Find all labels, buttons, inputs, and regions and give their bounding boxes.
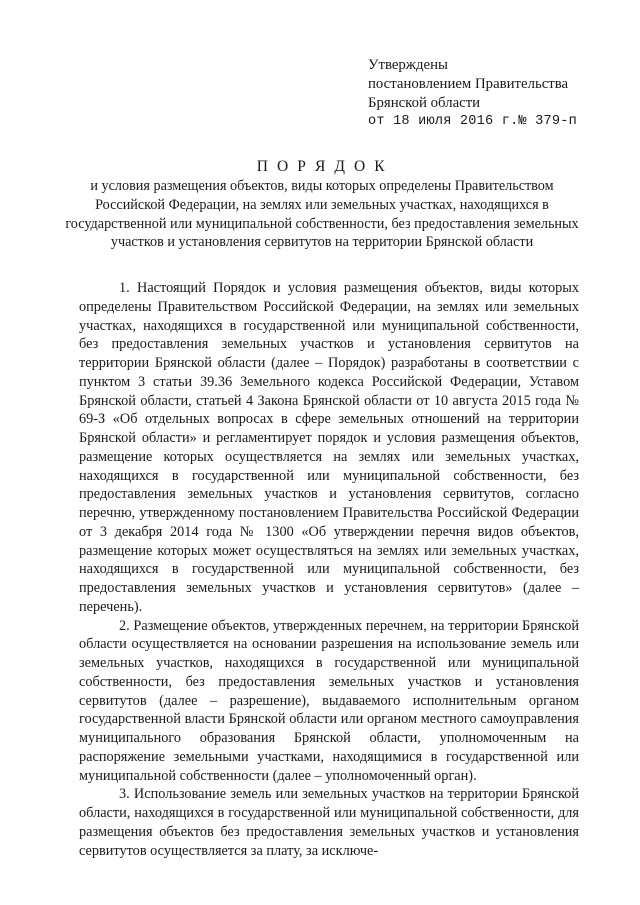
approval-line-resolution: постановлением Правительства (368, 75, 569, 92)
paragraph-3: 3. Использование земель или земельных участков на территории Брянской области, находящихся в государственной или муниципальной собственности, для размещения объектов без предоставления земельных участков и установления сервитутов осуществляется за плату, за исключе- (79, 786, 579, 859)
document-subtitle: и условия размещения объектов, виды которых определены Правительством Российской Федерации, на землях или земельных участках, находящихся в государственной или муниципальной собственности, без предоставления земельных участков и установления сервитутов на территории Брянской области (65, 178, 579, 251)
paragraph-2: 2. Размещение объектов, утвержденных перечнем, на территории Брянской области осуществляется на основании разрешения на использование земель или земельных участков, находящихся в государственной или муниципальной собственности, без предоставления земельных участков и установления сервитутов (далее – разрешение), выдаваемого исполнительным органом государственной власти Брянской области или органом местного самоуправления муниципального образования Брянской области, уполномоченным на распоряжение земельными участками, находящимися в государственной или муниципальной собственности (далее – уполномоченный орган). (79, 617, 579, 784)
paragraph-1: 1. Настоящий Порядок и условия размещения объектов, виды которых определены Правительством Российской Федерации, на землях или земельных участках, находящихся в государственной или муниципальной собственности, без предоставления земельных участков и установления сервитутов на территории Брянской области (далее – Порядок) разработаны в соответствии с пунктом 3 статьи 39.36 Земельного кодекса Российской Федерации, Уставом Брянской области, статьей 4 Закона Брянской области от 10 августа 2015 года № 69-З «Об отдельных вопросах в сфере земельных отношений на территории Брянской области» и регламентирует порядок и условия размещения объектов, размещение которых осуществляется на землях или земельных участках, находящихся в государственной или муниципальной собственности, без предоставления земельных участков и установления сервитутов, согласно перечню, утвержденному постановлением Правительства Российской Федерации от 3 декабря 2014 года № 1300 «Об утверждении перечня видов объектов, размещение которых может осуществляться на землях или земельных участках, находящихся в государственной или муниципальной собственности, без предоставления земельных участков и установления сервитутов» (далее – перечень). (79, 280, 579, 615)
approval-stamp (368, 56, 608, 132)
approval-line-region: Брянской области (368, 94, 481, 111)
document-body (79, 279, 579, 860)
approval-line-approved: Утверждены (368, 57, 448, 73)
document-title: П О Р Я Д О К (256, 158, 388, 175)
approval-date-number: от 18 июля 2016 г.№ 379-п (368, 114, 577, 130)
document-heading (58, 157, 586, 252)
